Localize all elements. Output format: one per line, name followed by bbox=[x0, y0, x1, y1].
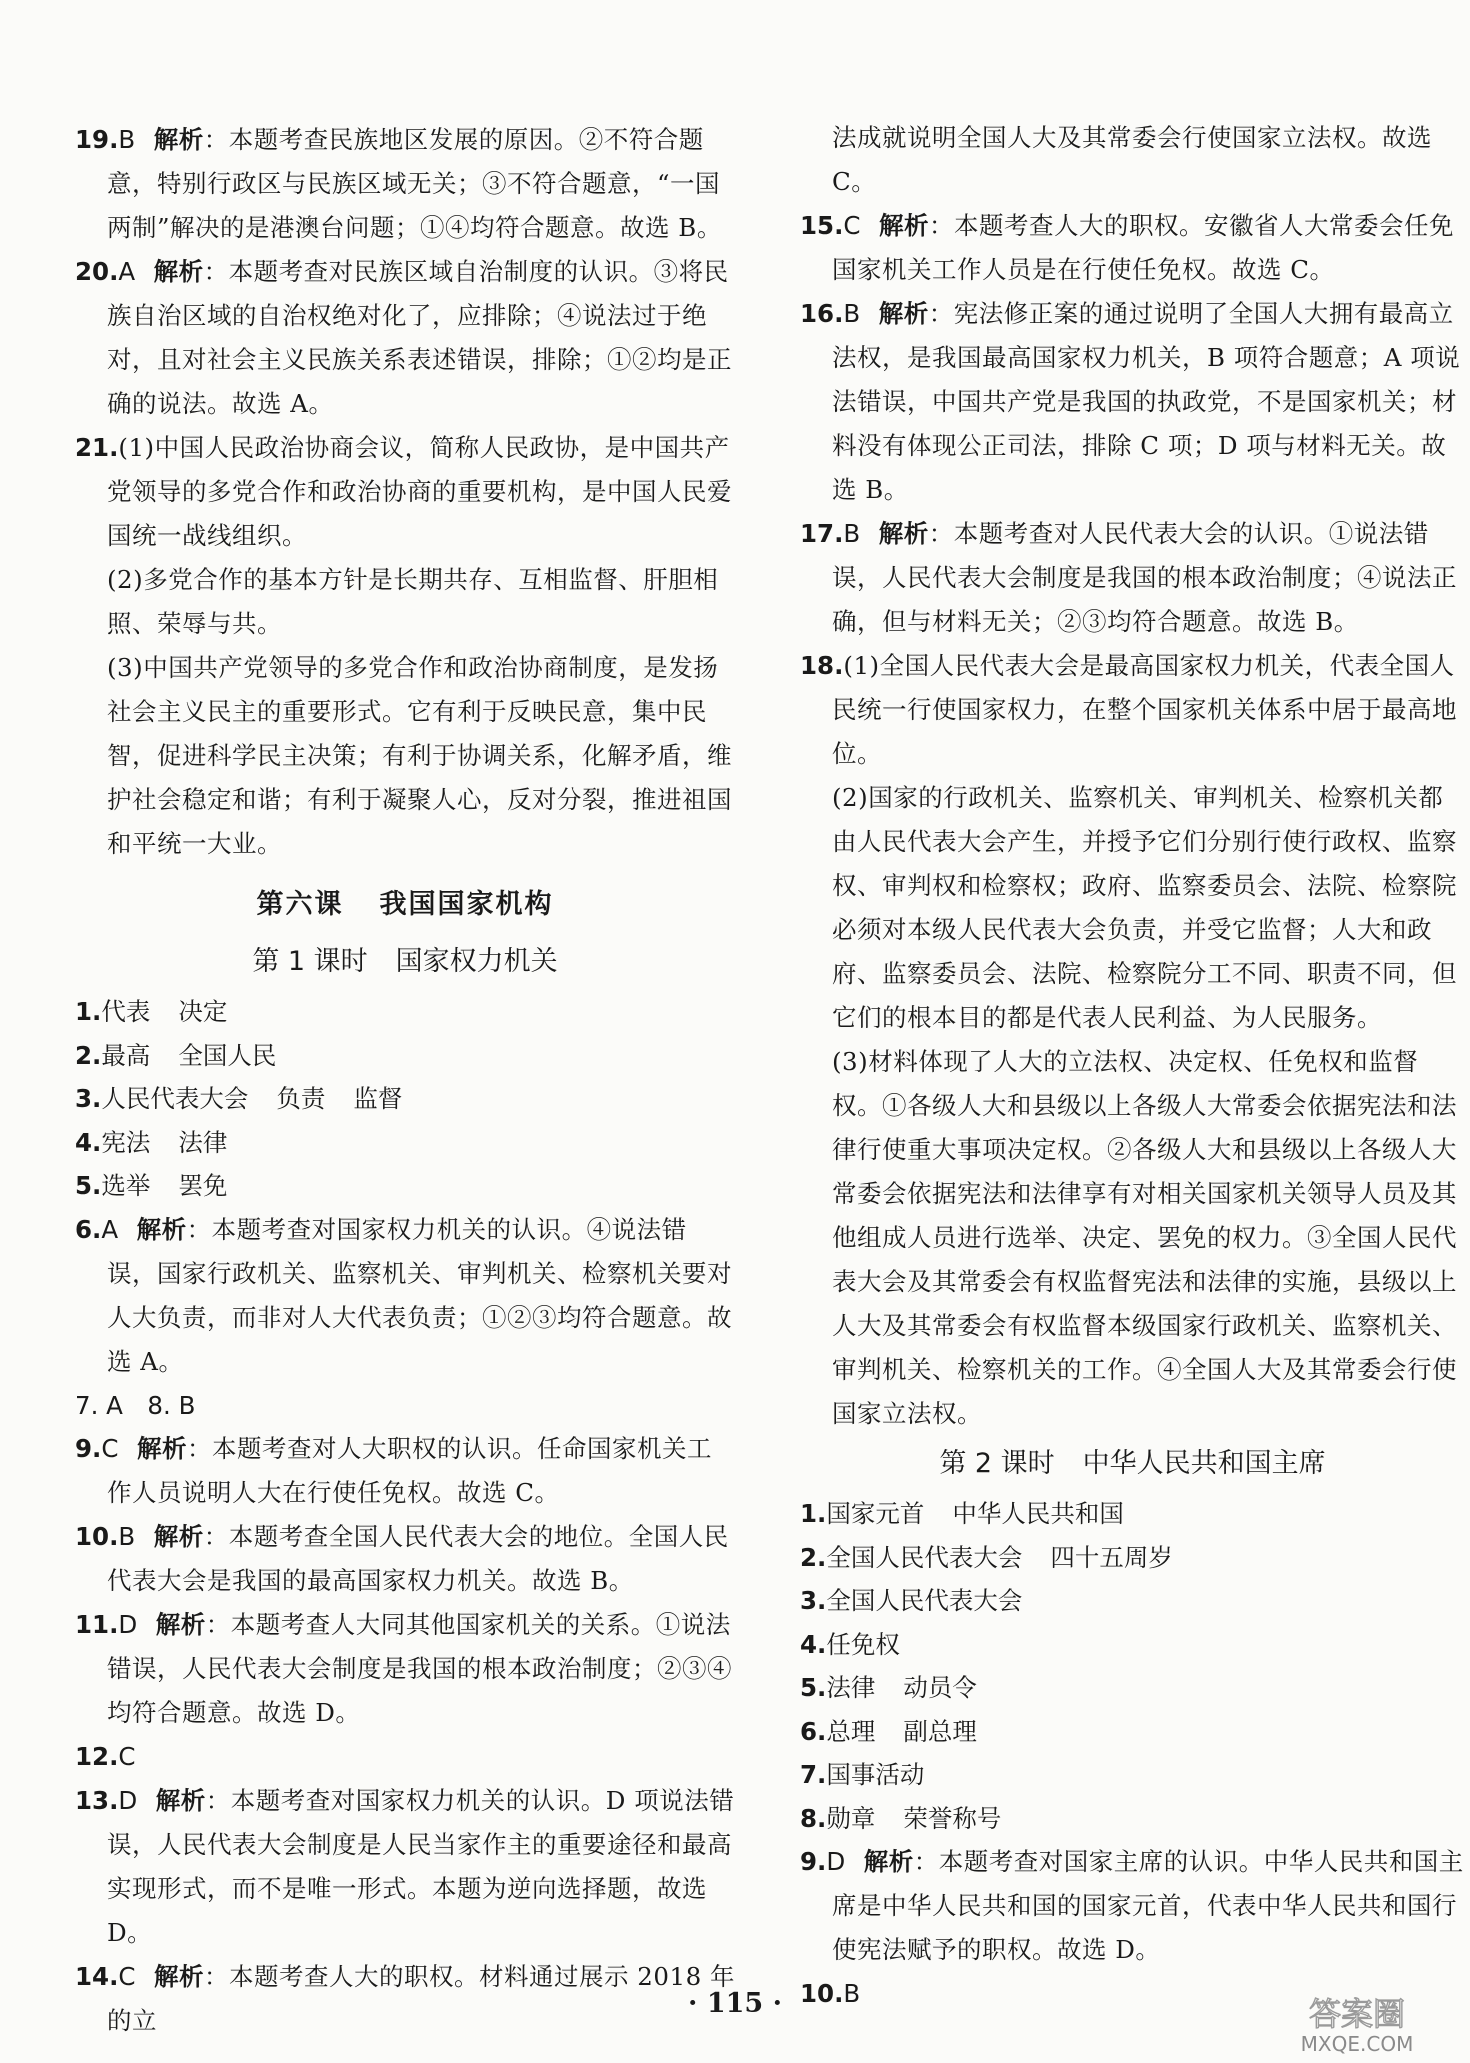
fill-answer-4: 4.宪法 法律 bbox=[75, 1127, 228, 1157]
answer-18-part2: (2)国家的行政机关、监察机关、审判机关、检察机关都由人民代表大会产生，并授予它们分别行使行政权、监察权、审判权和检察权；政府、监察委员会、法院、检察院必须对本级人民代表大会负责，并受它监督；人大和政府、监察委员会、法院、检察院分工不同、职责不同，但它们的根本目的都是代表人民利益、为人民服务。 bbox=[832, 783, 1457, 1032]
page-number-dot-left: · bbox=[688, 1988, 707, 2019]
page-number-dot-right: · bbox=[763, 1988, 782, 2019]
fill-answer-5: 5.选举 罢免 bbox=[75, 1171, 228, 1200]
answer-21-part3: (3)中国共产党领导的多党合作和政治协商制度，是发扬社会主义民主的重要形式。它有利于反映民意，集中民智，促进科学民主决策；有利于协调关系，化解矛盾，维护社会稳定和谐；有利于凝聚人心，反对分裂，推进祖国和平统一大业。 bbox=[107, 653, 732, 858]
answer-13: 13.D 解析：本题考查对国家权力机关的认识。D 项说法错误，人民代表大会制度是人民当家作主的重要途径和最高实现形式，而不是唯一形式。本题为逆向选择题，故选 D。 bbox=[75, 1786, 735, 1947]
answer-15: 15.C 解析：本题考查人大的职权。安徽省人大常委会任免国家机关工作人员是在行使任免权。故选 C。 bbox=[800, 211, 1455, 284]
answer-21-part2: (2)多党合作的基本方针是长期共存、互相监督、肝胆相照、荣辱与共。 bbox=[107, 565, 719, 638]
answer-16: 16.B 解析：宪法修正案的通过说明了全国人大拥有最高立法权，是我国最高国家权力机关，B 项符合题意；A 项说法错误，中国共产党是我国的执政党，不是国家机关；材料没有体现公正司法，排除 C 项；D 项与材料无关。故选 B。 bbox=[800, 299, 1461, 504]
answer-19: 19.B 解析：本题考查民族地区发展的原因。②不符合题意，特别行政区与民族区域无关；③不符合题意，“一国两制”解决的是港澳台问题；①④均符合题意。故选 B。 bbox=[75, 125, 722, 242]
answer-7-8: 7. A 8. B bbox=[75, 1390, 196, 1420]
answer-9: 9.C 解析：本题考查对人大职权的认识。任命国家机关工作人员说明人大在行使任免权。故选 C。 bbox=[75, 1434, 712, 1507]
period-2-title: 第 2 课时 中华人民共和国主席 bbox=[939, 1448, 1326, 1479]
fill-answer-4: 4.任免权 bbox=[800, 1629, 900, 1659]
site-watermark-logo bbox=[1252, 1991, 1462, 2057]
period-1-title: 第 1 课时 国家权力机关 bbox=[252, 946, 558, 977]
answer-14-continued: 法成就说明全国人大及其常委会行使国家立法权。故选 C。 bbox=[832, 123, 1432, 196]
fill-answer-6: 6.总理 副总理 bbox=[800, 1716, 977, 1746]
fill-answer-5: 5.法律 动员令 bbox=[800, 1673, 977, 1702]
right-column bbox=[800, 116, 1465, 2016]
answer-10: 10.B bbox=[800, 1979, 861, 2008]
answer-6: 6.A 解析：本题考查对国家权力机关的认识。④说法错误，国家行政机关、监察机关、审判机关、检察机关要对人大负责，而非对人大代表负责；①②③均符合题意。故选 A。 bbox=[75, 1214, 732, 1376]
page-number: · 115 · bbox=[688, 1988, 782, 2019]
fill-answer-1: 1.国家元首 中华人民共和国 bbox=[800, 1499, 1124, 1528]
watermark-bottom-text: MXQE.COM bbox=[1300, 2032, 1414, 2056]
fill-answer-7: 7.国事活动 bbox=[800, 1760, 925, 1789]
answer-20: 20.A 解析：本题考查对民族区域自治制度的认识。③将民族自治区域的自治权绝对化了，应排除；④说法过于绝对，且对社会主义民族关系表述错误，排除；①②均是正确的说法。故选 A。 bbox=[75, 257, 732, 418]
fill-answer-1: 1.代表 决定 bbox=[75, 997, 228, 1026]
answer-18-part3: (3)材料体现了人大的立法权、决定权、任免权和监督权。①各级人大和县级以上各级人大常委会依据宪法和法律行使重大事项决定权。②各级人大和县级以上各级人大常委会依据宪法和法律享有对相关国家机关领导人员及其他组成人员进行选举、决定、罢免的权力。③全国人民代表大会及其常委会有权监督宪法和法律的实施，县级以上人大及其常委会有权监督本级国家行政机关、监察机关、审判机关、检察机关的工作。④全国人大及其常委会行使国家立法权。 bbox=[832, 1047, 1457, 1428]
fill-answer-8: 8.勋章 荣誉称号 bbox=[800, 1803, 1002, 1833]
fill-answer-3: 3.全国人民代表大会 bbox=[800, 1586, 1023, 1615]
answer-10: 10.B 解析：本题考查全国人民代表大会的地位。全国人民代表大会是我国的最高国家权力机关。故选 B。 bbox=[75, 1522, 729, 1595]
left-column bbox=[75, 118, 735, 2043]
answer-17: 17.B 解析：本题考查对人民代表大会的认识。①说法错误，人民代表大会制度是我国的根本政治制度；④说法正确，但与材料无关；②③均符合题意。故选 B。 bbox=[800, 519, 1457, 636]
answer-12: 12.C bbox=[75, 1742, 137, 1771]
answer-9: 9.D 解析：本题考查对国家主席的认识。中华人民共和国主席是中华人民共和国的国家元首，代表中华人民共和国行使宪法赋予的职权。故选 D。 bbox=[800, 1847, 1464, 1964]
answer-18: 18.(1)全国人民代表大会是最高国家权力机关，代表全国人民统一行使国家权力，在整个国家机关体系中居于最高地位。 bbox=[800, 651, 1457, 768]
watermark-top-text: 答案圈 bbox=[1308, 1995, 1406, 2033]
answer-14: 14.C 解析：本题考查人大的职权。材料通过展示 2018 年的立 bbox=[75, 1962, 735, 2035]
answer-11: 11.D 解析：本题考查人大同其他国家机关的关系。①说法错误，人民代表大会制度是我国的根本政治制度；②③④均符合题意。故选 D。 bbox=[75, 1610, 732, 1727]
lesson-title: 第六课 我国国家机构 bbox=[256, 889, 554, 920]
answer-21: 21.(1)中国人民政治协商会议，简称人民政协，是中国共产党领导的多党合作和政治协商的重要机构，是中国人民爱国统一战线组织。 bbox=[75, 433, 732, 550]
fill-answer-2: 2.最高 全国人民 bbox=[75, 1040, 277, 1070]
fill-answer-2: 2.全国人民代表大会 四十五周岁 bbox=[800, 1542, 1173, 1572]
fill-answer-3: 3.人民代表大会 负责 监督 bbox=[75, 1084, 403, 1113]
